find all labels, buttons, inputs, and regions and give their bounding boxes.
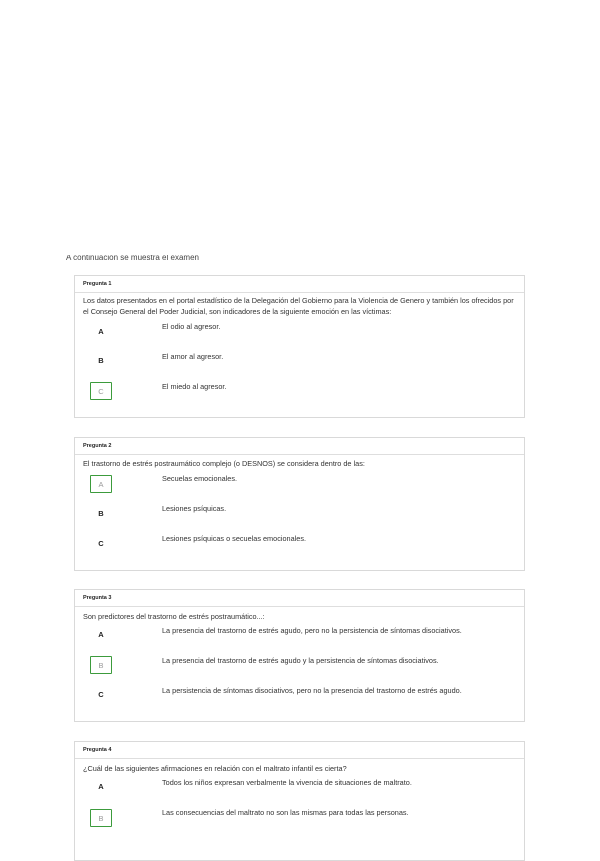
option-a-text: La presencia del trastorno de estrés agudo, pero no la persistencia de síntomas disociativos.	[162, 626, 462, 635]
option-b-text: La presencia del trastorno de estrés agudo y la persistencia de síntomas disociativos.	[162, 656, 439, 665]
option-b-letter[interactable]: B	[98, 356, 104, 365]
question-card-1	[74, 275, 525, 418]
question-text: Son predictores del trastorno de estrés postraumático...:	[83, 612, 265, 621]
option-c-letter[interactable]: C	[98, 539, 104, 548]
question-label: Pregunta 3	[75, 590, 524, 607]
question-card-2	[74, 437, 525, 571]
option-a-letter[interactable]: A	[98, 782, 104, 791]
option-b-letter[interactable]: B	[98, 509, 104, 518]
option-c-letter[interactable]: C	[98, 690, 104, 699]
option-a-text: Secuelas emocionales.	[162, 474, 238, 483]
option-c-letter-selected[interactable]: C	[90, 382, 112, 400]
question-label: Pregunta 4	[75, 742, 524, 759]
question-text: Los datos presentados en el portal estadístico de la Delegación del Gobierno para la Violencia de Genero y también los ofrecidos por el Consejo General del Poder Judicial, son indicadores de la siguiente emoción en las víctimas:	[83, 296, 514, 316]
option-c-text: La persistencia de síntomas disociativos, pero no la presencia del trastorno de estrés agudo.	[162, 686, 462, 695]
option-c-text: Lesiones psíquicas o secuelas emocionales.	[162, 534, 306, 543]
exam-intro: A continuación se muestra el examen	[66, 255, 199, 262]
option-a-text: Todos los niños expresan verbalmente la vivencia de situaciones de maltrato.	[162, 778, 412, 787]
option-b-text: Lesiones psíquicas.	[162, 504, 227, 513]
option-b-text: Las consecuencias del maltrato no son las mismas para todas las personas.	[162, 808, 409, 817]
question-text: ¿Cuál de las siguientes afirmaciones en relación con el maltrato infantil es cierta?	[83, 764, 347, 773]
question-text: El trastorno de estrés postraumático complejo (o DESNOS) se considera dentro de las:	[83, 459, 365, 468]
question-label: Pregunta 2	[75, 438, 524, 455]
option-c-text: El miedo al agresor.	[162, 382, 227, 391]
option-b-letter-selected[interactable]: B	[90, 656, 112, 674]
option-a-letter[interactable]: A	[98, 327, 104, 336]
option-a-letter-selected[interactable]: A	[90, 475, 112, 493]
question-label: Pregunta 1	[75, 276, 524, 293]
option-a-letter[interactable]: A	[98, 630, 104, 639]
question-card-3	[74, 589, 525, 722]
question-card-4	[74, 741, 525, 861]
option-a-text: El odio al agresor.	[162, 322, 221, 331]
option-b-text: El amor al agresor.	[162, 352, 224, 361]
option-b-letter-selected[interactable]: B	[90, 809, 112, 827]
